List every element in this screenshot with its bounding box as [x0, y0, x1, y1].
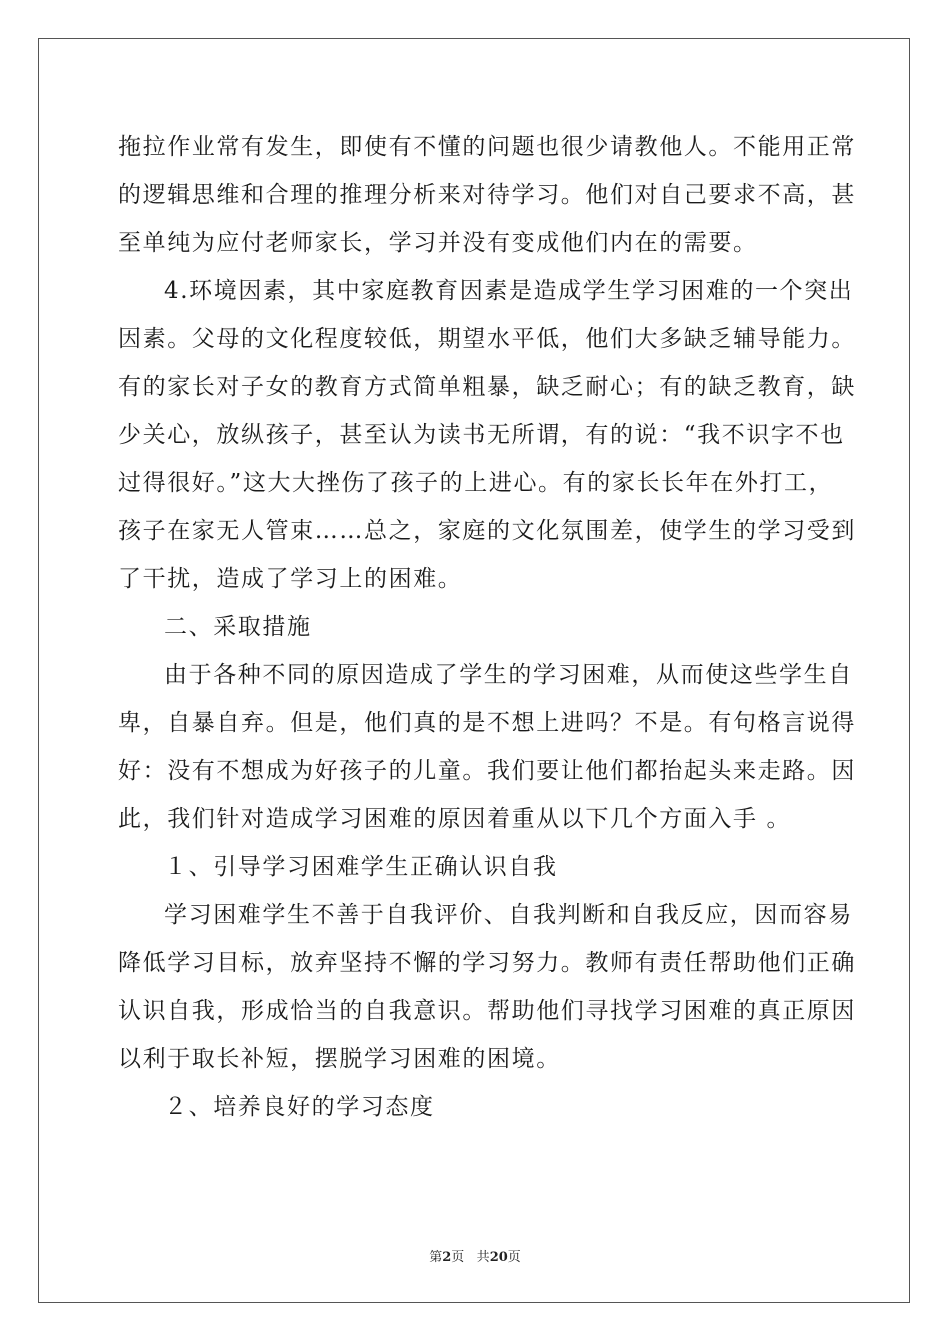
text-line: 4.环境因素，其中家庭教育因素是造成学生学习困难的一个突出 — [164, 278, 854, 304]
text-line: 孩子在家无人管束……总之，家庭的文化氛围差，使学生的学习受到 — [118, 518, 856, 544]
text-line: 的逻辑思维和合理的推理分析来对待学习。他们对自己要求不高，甚 — [118, 182, 856, 208]
text-line: 至单纯为应付老师家长，学习并没有变成他们内在的需要。 — [118, 230, 758, 256]
text-line: 降低学习目标，放弃坚持不懈的学习努力。教师有责任帮助他们正确 — [118, 950, 856, 976]
text-line: 少关心，放纵孩子，甚至认为读书无所谓，有的说：“我不识字不也 — [118, 422, 845, 448]
footer-total-suffix: 页 — [507, 1250, 521, 1265]
text-line: 了干扰，造成了学习上的困难。 — [118, 566, 463, 592]
text-line: 学习困难学生不善于自我评价、自我判断和自我反应，因而容易 — [164, 902, 853, 928]
text-line: 此，我们针对造成学习困难的原因着重从以下几个方面入手 。 — [118, 806, 792, 832]
footer-page-number: 2 — [442, 1250, 452, 1265]
text-line: 卑，自暴自弃。但是，他们真的是不想上进吗？不是。有句格言说得 — [118, 710, 856, 736]
text-line: 由于各种不同的原因造成了学生的学习困难，从而使这些学生自 — [164, 662, 853, 688]
footer-total-prefix: 共 — [476, 1250, 490, 1265]
text-line: 过得很好。”这大大挫伤了孩子的上进心。有的家长长年在外打工， — [118, 470, 834, 496]
text-line: 以利于取长补短，摆脱学习困难的困境。 — [118, 1046, 561, 1072]
text-line: １、引导学习困难学生正确认识自我 — [164, 854, 558, 880]
text-line: ２、培养良好的学习态度 — [164, 1094, 435, 1120]
text-line: 因素。父母的文化程度较低，期望水平低，他们大多缺乏辅导能力。 — [118, 326, 856, 352]
text-line: 拖拉作业常有发生，即使有不懂的问题也很少请教他人。不能用正常 — [118, 134, 856, 160]
text-line: 认识自我，形成恰当的自我意识。帮助他们寻找学习困难的真正原因 — [118, 998, 856, 1024]
text-line: 有的家长对子女的教育方式简单粗暴，缺乏耐心；有的缺乏教育，缺 — [118, 374, 856, 400]
footer-page-suffix: 页 — [451, 1250, 465, 1265]
page-footer — [0, 1246, 950, 1265]
text-line: 好：没有不想成为好孩子的儿童。我们要让他们都抬起头来走路。因 — [118, 758, 856, 784]
document-body — [118, 123, 856, 1131]
footer-total-pages: 20 — [489, 1250, 508, 1265]
text-line: 二、采取措施 — [164, 614, 312, 640]
footer-page-prefix: 第 — [429, 1250, 443, 1265]
